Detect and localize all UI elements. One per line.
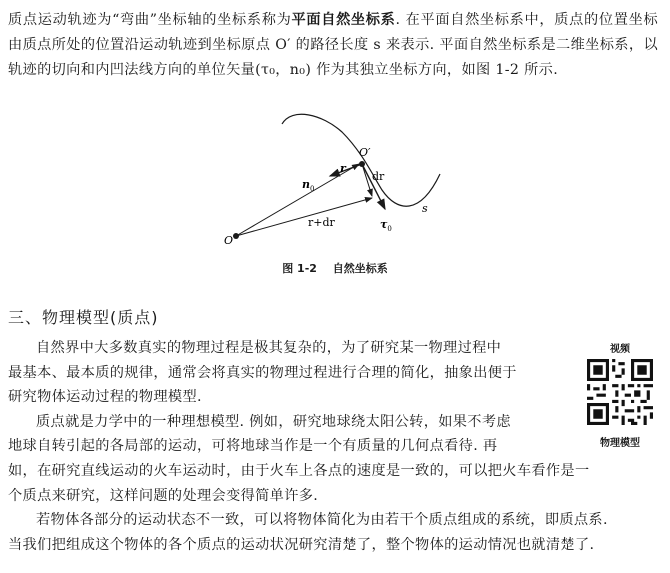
figure-caption-text: 自然坐标系 xyxy=(332,262,388,275)
label-tau0: $\tau_0$ xyxy=(380,218,392,233)
figure-natural-coordinate-system xyxy=(222,112,462,252)
coordinate-diagram xyxy=(222,112,462,252)
intro-text-2: . 在平面自然坐标系中，质点的位置坐标由质点所处的位置沿运动轨迹到坐标原点 O′ 的路径长度 s 来表示. 平面自然坐标系是二维坐标系，以轨迹的切向和内凹法线方向的单位矢量(τ₀，n₀) 作为其独立坐标方向，如图 1-2 所示. xyxy=(8,12,659,78)
section-body xyxy=(8,336,658,557)
label-s: s xyxy=(422,202,428,215)
qr-bottom-label: 物理模型 xyxy=(600,438,640,449)
trajectory-curve xyxy=(282,114,440,206)
body-line-7: 个质点来研究，这样问题的处理会变得简单许多. xyxy=(8,487,319,504)
body-line-6: 如，在研究直线运动的火车运动时，由于火车上各点的速度是一致的，可以把火车看作是一 xyxy=(8,462,590,479)
unit-normal-n0 xyxy=(330,164,362,176)
body-line-9: 当我们把组成这个物体的各个质点的运动状况研究清楚了，整个物体的运动情况也就清楚了. xyxy=(8,536,595,553)
intro-paragraph xyxy=(8,8,658,82)
body-line-5: 地球自转引起的各局部的运动，可将地球当作是一个有质量的几何点看待. 再 xyxy=(8,438,498,455)
video-qr-block[interactable] xyxy=(582,340,658,449)
label-n0: $n_0$ xyxy=(302,178,315,193)
body-line-4: 质点就是力学中的一种理想模型. 例如，研究地球绕太阳公转，如果不考虑 xyxy=(36,413,511,430)
section-heading: 三、物理模型(质点) xyxy=(8,308,159,327)
body-line-3: 研究物体运动过程的物理模型. xyxy=(8,389,202,406)
figure-caption-number: 图 1-2 xyxy=(282,262,317,275)
body-line-8: 若物体各部分的运动状态不一致，可以将物体简化为由若干个质点组成的系统，即质点系. xyxy=(36,512,608,529)
vector-r-plus-dr xyxy=(236,198,372,236)
point-o-prime xyxy=(359,161,365,167)
qr-code-icon[interactable] xyxy=(587,359,653,425)
figure-caption xyxy=(0,260,670,276)
qr-top-label: 视频 xyxy=(610,344,630,355)
body-line-1: 自然界中大多数真实的物理过程是极其复杂的，为了研究某一物理过程中 xyxy=(36,340,502,356)
label-o: O xyxy=(224,234,234,247)
point-o xyxy=(233,233,239,239)
label-r-plus-dr: r+dr xyxy=(308,216,335,229)
label-r: r xyxy=(340,162,346,175)
intro-text-1: 质点运动轨迹为“弯曲”坐标轴的坐标系称为 xyxy=(8,12,292,28)
body-line-2: 最基本、最本质的规律，通常会将真实的物理过程进行合理的简化，抽象出便于 xyxy=(8,364,517,381)
label-dr: dr xyxy=(372,170,385,183)
label-o-prime: O′ xyxy=(359,146,371,159)
term-plane-natural-coordinates: 平面自然坐标系 xyxy=(291,12,396,28)
